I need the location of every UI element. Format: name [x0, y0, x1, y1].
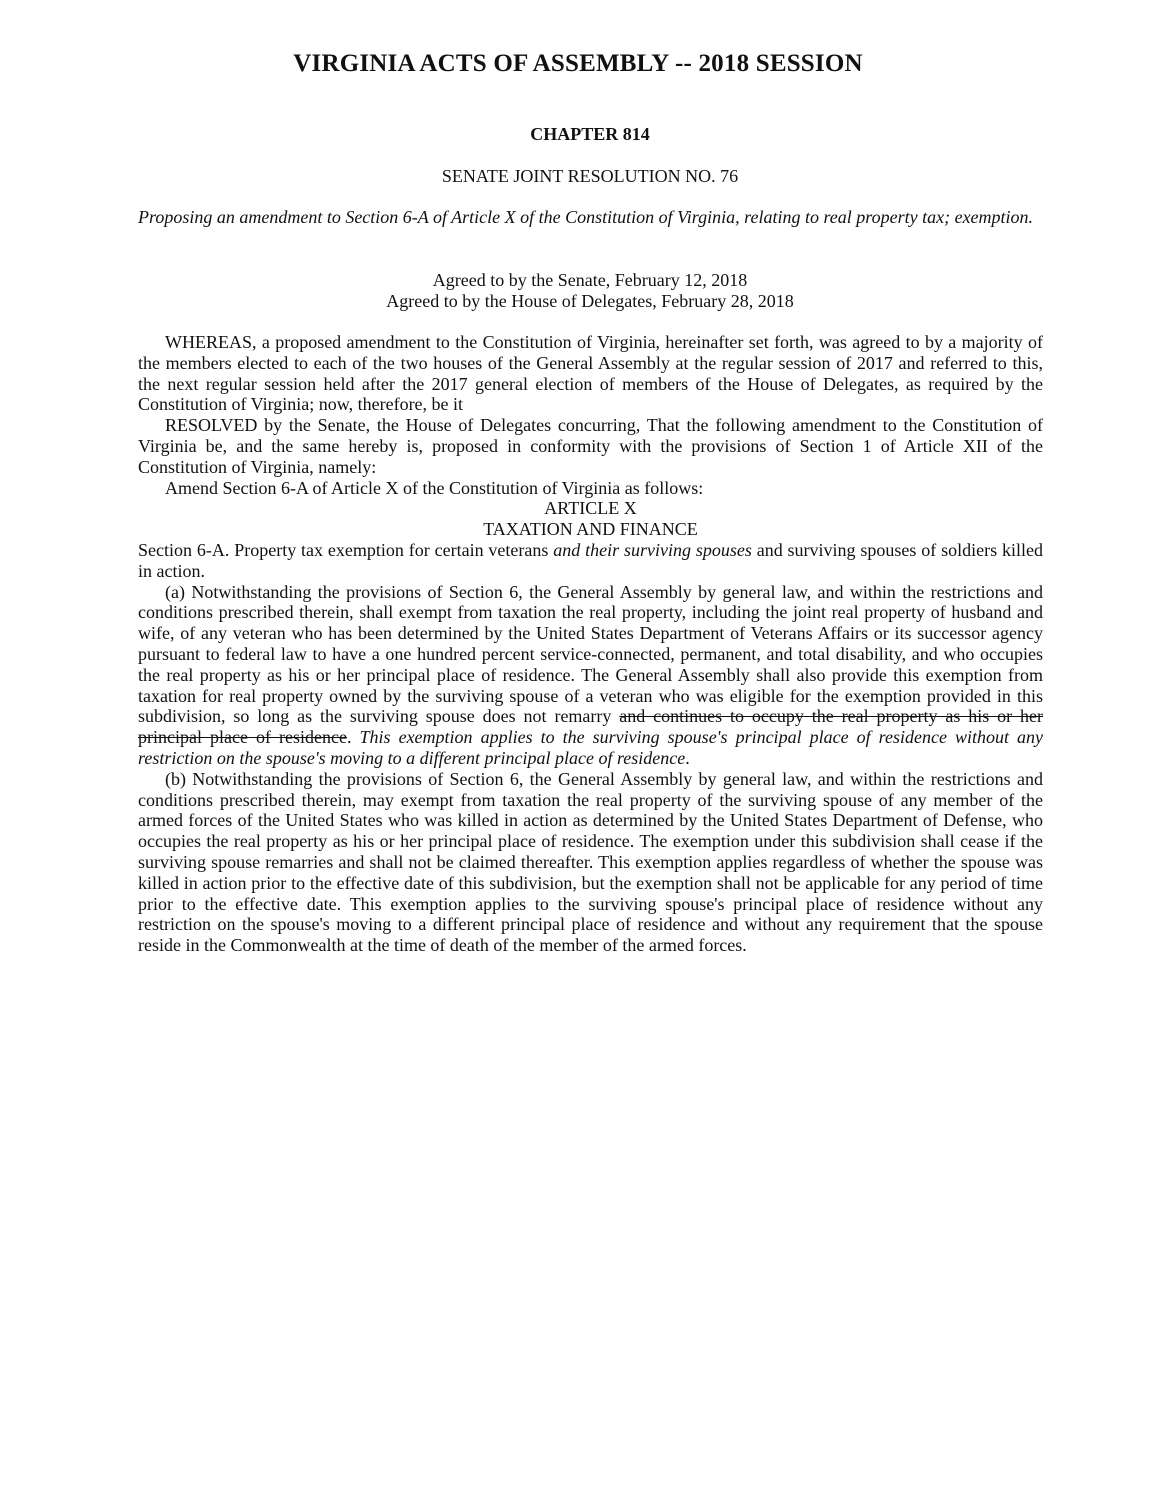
agreement-dates [0, 270, 1156, 312]
subdivision-b: (b) Notwithstanding the provisions of Section 6, the General Assembly by general law, and within the restrictions and conditions prescribed therein, may exempt from taxation the real property of the surviving spouse of any member of the armed forces of the United States who was killed in action as determined by the United States Department of Defense, who occupies the real property as his or her principal place of residence. The exemption under this subdivision shall cease if the surviving spouse remarries and shall not be claimed thereafter. This exemption applies regardless of whether the spouse was killed in action prior to the effective date of this subdivision, but the exemption shall not be applicable for any period of time prior to the effective date. This exemption applies to the surviving spouse's principal place of residence without any restriction on the spouse's moving to a different principal place of residence and without any requirement that the spouse reside in the Commonwealth at the time of death of the member of the armed forces. [138, 768, 1043, 956]
subdivision-a [138, 582, 1043, 769]
subdivision-a-end: . [685, 747, 690, 768]
section-heading [138, 540, 1043, 582]
subdivision-a-text: (a) Notwithstanding the provisions of Section 6, the General Assembly by general law, and within the restrictions and conditions prescribed therein, shall exempt from taxation the real property, including the joint real property of husband and wife, of any veteran who has been determined by the United States Department of Veterans Affairs or its successor agency pursuant to federal law to have a one hundred percent service-connected, permanent, and total disability, and who occupies the real property as his or her principal place of residence. The General Assembly shall also provide this exemption from taxation for real property owned by the surviving spouse of a veteran who was eligible for the exemption provided in this subdivision, so long as the surviving spouse does not remarry [138, 581, 1043, 727]
article-number: ARTICLE X [544, 498, 637, 519]
house-agreed-date: Agreed to by the House of Delegates, February 28, 2018 [386, 291, 794, 311]
subdivision-a-struck-text: and continues to occupy the real property as his or her principal place of residence [138, 706, 1043, 748]
section-heading-start: Section 6-A. Property tax exemption for certain veterans [138, 539, 554, 560]
resolved-paragraph: RESOLVED by the Senate, the House of Delegates concurring, That the following amendment to the Constitution of Virginia be, and the same hereby is, proposed in conformity with the provisions of Section 1 of Article XII of the Constitution of Virginia, namely: [138, 415, 1043, 477]
section-heading-inserted-text: and their surviving spouses [553, 539, 752, 560]
whereas-paragraph: WHEREAS, a proposed amendment to the Constitution of Virginia, hereinafter set forth, was agreed to by a majority of the members elected to each of the two houses of the General Assembly at the regular session of 2017 and referred to this, the next regular session held after the 2017 general election of members of the House of Delegates, as required by the Constitution of Virginia; now, therefore, be it [138, 332, 1043, 415]
amend-instruction: Amend Section 6-A of Article X of the Constitution of Virginia as follows: [165, 477, 704, 498]
article-title: TAXATION AND FINANCE [483, 519, 698, 540]
resolution-number: SENATE JOINT RESOLUTION NO. 76 [441, 166, 739, 186]
resolution-body [138, 332, 1043, 956]
document-title: VIRGINIA ACTS OF ASSEMBLY -- 2018 SESSION [293, 50, 863, 77]
subdivision-a-period: . [347, 727, 352, 748]
chapter-heading: CHAPTER 814 [530, 124, 650, 144]
subdivision-a-inserted-text: This exemption applies to the surviving spouse's principal place of residence without any restriction on the spouse's moving to a different principal place of residence [138, 727, 1043, 768]
resolution-summary: Proposing an amendment to Section 6-A of Article X of the Constitution of Virginia, relating to real property tax; exemption. [138, 207, 1034, 227]
section-heading-end: and surviving spouses of soldiers killed in action. [138, 539, 1043, 581]
senate-agreed-date: Agreed to by the Senate, February 12, 2018 [432, 270, 748, 290]
